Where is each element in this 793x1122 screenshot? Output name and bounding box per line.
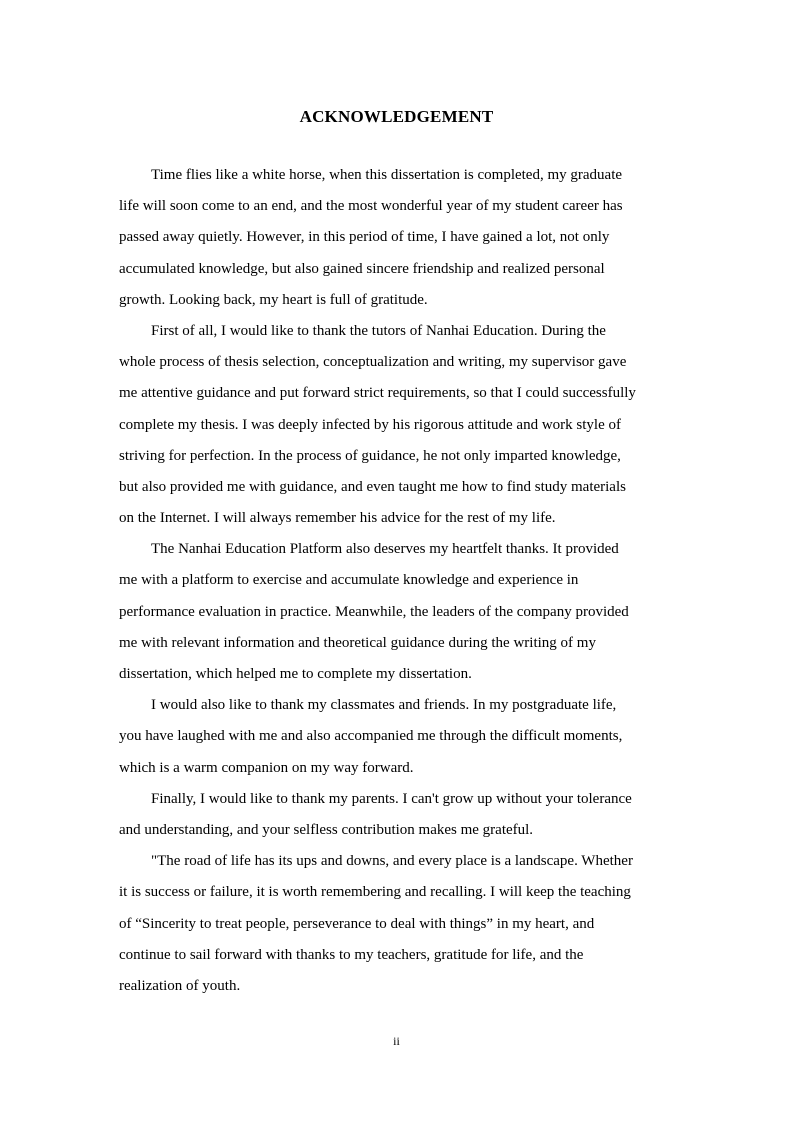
text-line: growth. Looking back, my heart is full of gratitude. xyxy=(119,291,428,308)
text-line: "The road of life has its ups and downs, and every place is a landscape. Whether xyxy=(151,853,633,870)
text-line: life will soon come to an end, and the most wonderful year of my student career has xyxy=(119,198,623,215)
acknowledgement-body xyxy=(119,160,679,1002)
text-line: of “Sincerity to treat people, perseverance to deal with things” in my heart, and xyxy=(119,915,595,932)
text-line: complete my thesis. I was deeply infected by his rigorous attitude and work style of xyxy=(119,416,621,433)
text-line: continue to sail forward with thanks to my teachers, gratitude for life, and the xyxy=(119,946,584,963)
text-line: I would also like to thank my classmates and friends. In my postgraduate life, xyxy=(151,697,617,714)
text-line: it is success or failure, it is worth remembering and recalling. I will keep the teaching xyxy=(119,884,631,901)
paragraph xyxy=(119,690,679,784)
text-line: Finally, I would like to thank my parents. I can't grow up without your tolerance xyxy=(151,790,632,807)
text-line: performance evaluation in practice. Meanwhile, the leaders of the company provided xyxy=(119,603,629,620)
text-line: whole process of thesis selection, conceptualization and writing, my supervisor gave xyxy=(119,354,627,371)
text-line: me with relevant information and theoretical guidance during the writing of my xyxy=(119,634,596,651)
paragraph xyxy=(119,160,679,316)
text-line: striving for perfection. In the process of guidance, he not only imparted knowledge, xyxy=(119,447,621,464)
text-line: dissertation, which helped me to complete my dissertation. xyxy=(119,666,472,682)
text-line: which is a warm companion on my way forward. xyxy=(119,759,414,776)
paragraph xyxy=(119,534,679,690)
text-line: realization of youth. xyxy=(119,977,241,994)
paragraph xyxy=(119,846,679,1002)
text-line: Time flies like a white horse, when this dissertation is completed, my graduate xyxy=(151,167,623,183)
text-line: but also provided me with guidance, and even taught me how to find study materials xyxy=(119,478,626,495)
text-line: and understanding, and your selfless contribution makes me grateful. xyxy=(119,821,534,838)
text-line: me with a platform to exercise and accumulate knowledge and experience in xyxy=(119,572,579,589)
text-line: on the Internet. I will always remember his advice for the rest of my life. xyxy=(119,510,556,527)
text-line: you have laughed with me and also accompanied me through the difficult moments, xyxy=(119,728,623,745)
text-line: First of all, I would like to thank the tutors of Nanhai Education. During the xyxy=(151,322,606,339)
page-title: ACKNOWLEDGEMENT xyxy=(299,107,494,126)
text-line: passed away quietly. However, in this period of time, I have gained a lot, not only xyxy=(119,229,610,246)
text-line: me attentive guidance and put forward strict requirements, so that I could successfully xyxy=(119,385,636,402)
text-line: accumulated knowledge, but also gained sincere friendship and realized personal xyxy=(119,260,605,277)
paragraph xyxy=(119,316,679,534)
paragraph xyxy=(119,784,679,846)
page-number: ii xyxy=(393,1034,400,1048)
text-line: The Nanhai Education Platform also deserves my heartfelt thanks. It provided xyxy=(151,541,619,558)
